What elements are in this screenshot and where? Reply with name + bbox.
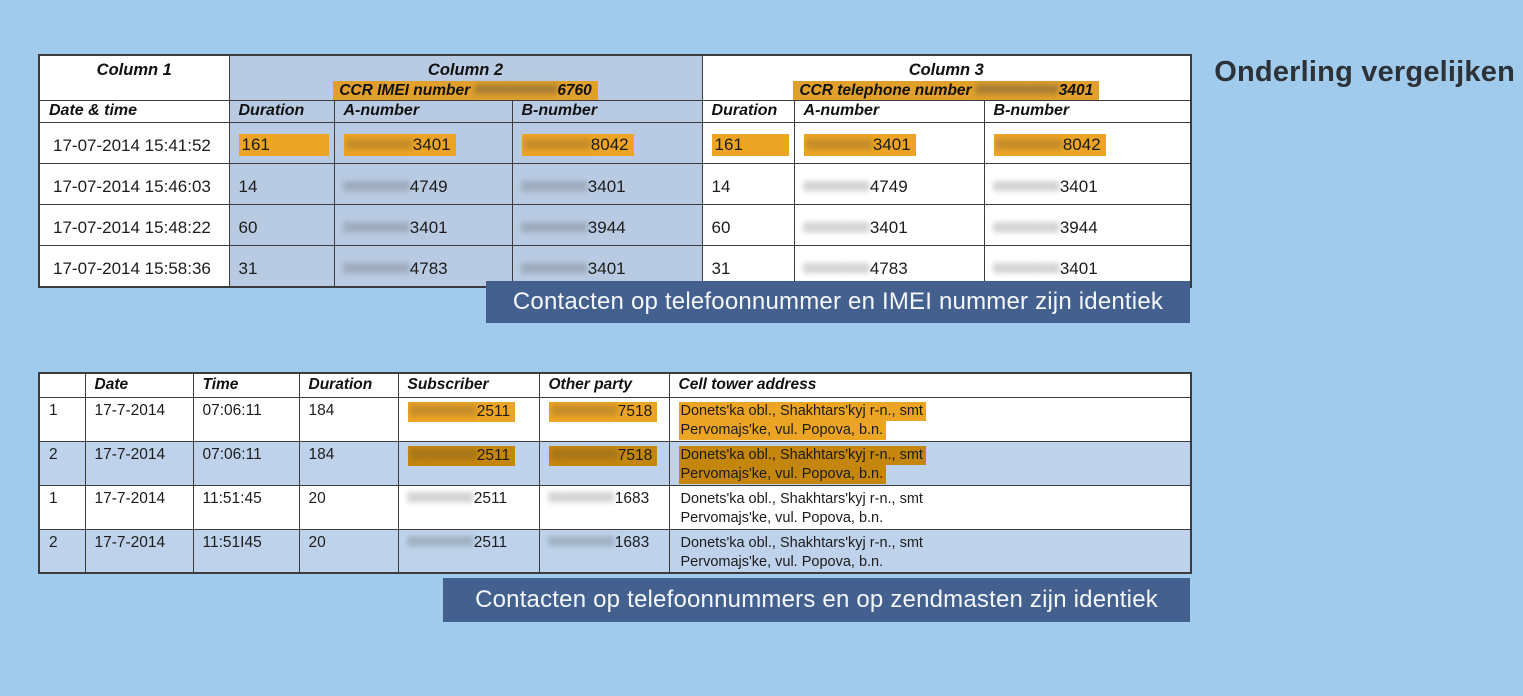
address-lines	[679, 534, 1191, 572]
number-suffix: 8042	[590, 135, 629, 154]
column1-title: Column 1	[96, 61, 172, 79]
redacted-digits: 00000000	[410, 401, 477, 418]
number-suffix: 7518	[617, 402, 653, 420]
cell-row-number: 2	[39, 441, 85, 485]
cell-date-time: 17-07-2014 15:46:03	[39, 164, 229, 205]
cell-time: 07:06:11	[193, 441, 299, 485]
ccr-telephone-highlight: CCR telephone number 00000000003401	[793, 81, 1099, 100]
address-lines	[679, 402, 1191, 440]
header-b-number-c3: B-number	[984, 101, 1191, 123]
sub-header-row	[39, 101, 1191, 123]
redacted-digits: 00000000	[996, 136, 1063, 152]
cell-date-time: 17-07-2014 15:58:36	[39, 246, 229, 287]
address-line: Pervomajs'ke, vul. Popova, b.n.	[680, 509, 884, 526]
ccr-compare-table	[38, 54, 1192, 288]
cell-a-number	[794, 123, 984, 164]
cell-duration: 31	[702, 246, 794, 287]
number-suffix: 3401	[869, 218, 908, 237]
number-suffix: 1683	[614, 533, 650, 551]
cell-duration	[702, 123, 794, 164]
redacted-digits: 00000000	[343, 178, 410, 194]
number-suffix: 2511	[476, 446, 511, 464]
number-suffix: 3401	[587, 258, 626, 278]
address-line: Pervomajs'ke, vul. Popova, b.n.	[680, 553, 884, 570]
masked-number	[344, 259, 448, 278]
cell-duration: 20	[299, 485, 398, 529]
number-suffix: 4783	[869, 258, 908, 278]
cell-b-number	[512, 205, 702, 246]
cell-duration: 184	[299, 441, 398, 485]
page-title: Onderling vergelijken	[1214, 56, 1515, 88]
cell-other-party	[539, 397, 669, 441]
number-suffix: 4749	[869, 177, 908, 196]
cell-date: 17-7-2014	[85, 441, 193, 485]
column3-title: Column 3	[908, 61, 984, 79]
masked-number	[522, 218, 626, 237]
redacted-digits: 00000000	[343, 259, 410, 276]
redacted-digits: 00000000	[521, 219, 588, 235]
address-lines	[679, 490, 1191, 528]
highlighted-number	[522, 134, 634, 156]
header-date: Date	[85, 373, 193, 397]
cell-duration: 60	[702, 205, 794, 246]
redacted-digits: 0000000000	[474, 81, 558, 97]
highlighted-number	[408, 446, 516, 466]
redacted-digits: 00000000	[803, 178, 870, 194]
redacted-digits: 0000000000	[975, 81, 1059, 97]
number-suffix: 4749	[409, 177, 448, 196]
cell-time: 07:06:11	[193, 397, 299, 441]
cell-time: 11:51I45	[193, 529, 299, 573]
header-cell-tower-address: Cell tower address	[669, 373, 1191, 397]
cell-other-party	[539, 529, 669, 573]
address-line: Donets'ka obl., Shakhtars'kyj r-n., smt	[679, 446, 926, 465]
header-subscriber: Subscriber	[398, 373, 539, 397]
column2-title: Column 2	[427, 61, 504, 79]
highlighted-number	[804, 134, 916, 156]
cell-subscriber	[398, 529, 539, 573]
cell-a-number	[334, 205, 512, 246]
redacted-digits: 00000000	[407, 488, 474, 505]
masked-number	[522, 259, 626, 278]
masked-number	[994, 177, 1098, 196]
ccr-imei-highlight: CCR IMEI number 00000000006760	[333, 81, 598, 100]
column-group-header-row	[39, 55, 1191, 101]
highlighted-duration: 161	[239, 134, 329, 156]
number-suffix: 4783	[409, 258, 448, 278]
header-duration-c3: Duration	[702, 101, 794, 123]
cell-duration: 184	[299, 397, 398, 441]
masked-number	[522, 177, 626, 196]
cell-date-time: 17-07-2014 15:48:22	[39, 205, 229, 246]
cell-subscriber	[398, 441, 539, 485]
cell-a-number	[334, 123, 512, 164]
cell-time: 11:51:45	[193, 485, 299, 529]
column3-group-header	[702, 55, 1191, 101]
header-blank	[39, 373, 85, 397]
ccr-imei-line	[230, 81, 702, 100]
cell-date: 17-7-2014	[85, 529, 193, 573]
cell-date: 17-7-2014	[85, 485, 193, 529]
cell-tower-address	[669, 485, 1191, 529]
number-suffix: 3401	[1059, 177, 1098, 196]
redacted-digits: 00000000	[524, 136, 591, 152]
cell-duration: 14	[229, 164, 334, 205]
masked-number	[344, 177, 448, 196]
redacted-digits: 00000000	[993, 259, 1060, 276]
number-suffix: 3944	[1059, 218, 1098, 237]
number-suffix: 3401	[872, 135, 911, 154]
header-other-party: Other party	[539, 373, 669, 397]
redacted-digits: 00000000	[551, 445, 618, 462]
masked-number	[549, 534, 650, 551]
table-row	[39, 485, 1191, 529]
number-suffix: 8042	[1062, 135, 1101, 154]
cdr-header-row	[39, 373, 1191, 397]
highlighted-number	[408, 402, 516, 422]
highlighted-number	[549, 402, 658, 422]
cdr-zendmast-table	[38, 372, 1192, 574]
cell-b-number	[512, 164, 702, 205]
number-suffix: 7518	[617, 446, 653, 464]
number-suffix: 2511	[476, 402, 511, 420]
cell-duration	[229, 123, 334, 164]
header-date-time: Date & time	[39, 101, 229, 123]
redacted-digits: 00000000	[806, 136, 873, 152]
highlighted-number	[549, 446, 658, 466]
cell-tower-address	[669, 529, 1191, 573]
redacted-digits: 00000000	[993, 178, 1060, 194]
cell-other-party	[539, 485, 669, 529]
cell-a-number	[794, 164, 984, 205]
cell-duration: 60	[229, 205, 334, 246]
masked-number	[408, 534, 508, 551]
number-suffix: 1683	[614, 489, 650, 507]
masked-number	[344, 218, 448, 237]
table-row	[39, 164, 1191, 205]
cell-b-number	[984, 205, 1191, 246]
cell-a-number	[794, 205, 984, 246]
cell-b-number	[984, 164, 1191, 205]
masked-number	[994, 259, 1098, 278]
redacted-digits: 00000000	[551, 401, 618, 418]
masked-number	[804, 218, 908, 237]
cell-date-time: 17-07-2014 15:41:52	[39, 123, 229, 164]
column1-group-header	[39, 55, 229, 101]
number-suffix: 3401	[1059, 258, 1098, 278]
cell-duration: 31	[229, 246, 334, 287]
table-row	[39, 529, 1191, 573]
highlighted-number	[344, 134, 456, 156]
redacted-digits: 00000000	[548, 532, 615, 549]
cell-a-number	[334, 164, 512, 205]
table-row	[39, 441, 1191, 485]
ccr-telephone-line	[703, 81, 1191, 100]
redacted-digits: 00000000	[993, 219, 1060, 235]
banner-imei-identiek: Contacten op telefoonnummer en IMEI nummer zijn identiek	[486, 281, 1190, 323]
redacted-digits: 00000000	[346, 136, 413, 152]
masked-number	[549, 490, 650, 507]
cell-b-number	[984, 123, 1191, 164]
table-row	[39, 397, 1191, 441]
cell-row-number: 2	[39, 529, 85, 573]
cell-other-party	[539, 441, 669, 485]
redacted-digits: 00000000	[521, 178, 588, 194]
header-b-number-c2: B-number	[512, 101, 702, 123]
banner-zendmasten-identiek: Contacten op telefoonnummers en op zendmasten zijn identiek	[443, 578, 1190, 622]
cell-row-number: 1	[39, 485, 85, 529]
address-lines	[679, 446, 1191, 484]
redacted-digits: 00000000	[803, 259, 870, 276]
cell-b-number	[512, 123, 702, 164]
masked-number	[804, 177, 908, 196]
redacted-digits: 00000000	[407, 532, 474, 549]
cell-row-number: 1	[39, 397, 85, 441]
address-line: Donets'ka obl., Shakhtars'kyj r-n., smt	[680, 534, 923, 551]
address-line: Pervomajs'ke, vul. Popova, b.n.	[679, 421, 887, 440]
number-suffix: 3401	[409, 218, 448, 237]
number-suffix: 3401	[587, 177, 626, 196]
address-line: Pervomajs'ke, vul. Popova, b.n.	[679, 465, 887, 484]
header-duration-c2: Duration	[229, 101, 334, 123]
redacted-digits: 00000000	[803, 219, 870, 235]
table-row	[39, 123, 1191, 164]
table-row	[39, 205, 1191, 246]
header-duration: Duration	[299, 373, 398, 397]
header-a-number-c3: A-number	[794, 101, 984, 123]
number-suffix: 3944	[587, 218, 626, 237]
cell-date: 17-7-2014	[85, 397, 193, 441]
redacted-digits: 00000000	[521, 259, 588, 276]
masked-number	[994, 218, 1098, 237]
address-line: Donets'ka obl., Shakhtars'kyj r-n., smt	[680, 490, 923, 507]
cell-tower-address	[669, 397, 1191, 441]
cell-subscriber	[398, 485, 539, 529]
masked-number	[408, 490, 508, 507]
header-time: Time	[193, 373, 299, 397]
column2-group-header	[229, 55, 702, 101]
address-line: Donets'ka obl., Shakhtars'kyj r-n., smt	[679, 402, 926, 421]
cell-tower-address	[669, 441, 1191, 485]
number-suffix: 3401	[412, 135, 451, 154]
number-suffix: 2511	[473, 489, 508, 507]
redacted-digits: 00000000	[343, 219, 410, 235]
redacted-digits: 00000000	[548, 488, 615, 505]
cell-duration: 20	[299, 529, 398, 573]
cell-subscriber	[398, 397, 539, 441]
header-a-number-c2: A-number	[334, 101, 512, 123]
cell-duration: 14	[702, 164, 794, 205]
highlighted-duration: 161	[712, 134, 789, 156]
highlighted-number	[994, 134, 1106, 156]
number-suffix: 2511	[473, 533, 508, 551]
masked-number	[804, 259, 908, 278]
redacted-digits: 00000000	[410, 445, 477, 462]
